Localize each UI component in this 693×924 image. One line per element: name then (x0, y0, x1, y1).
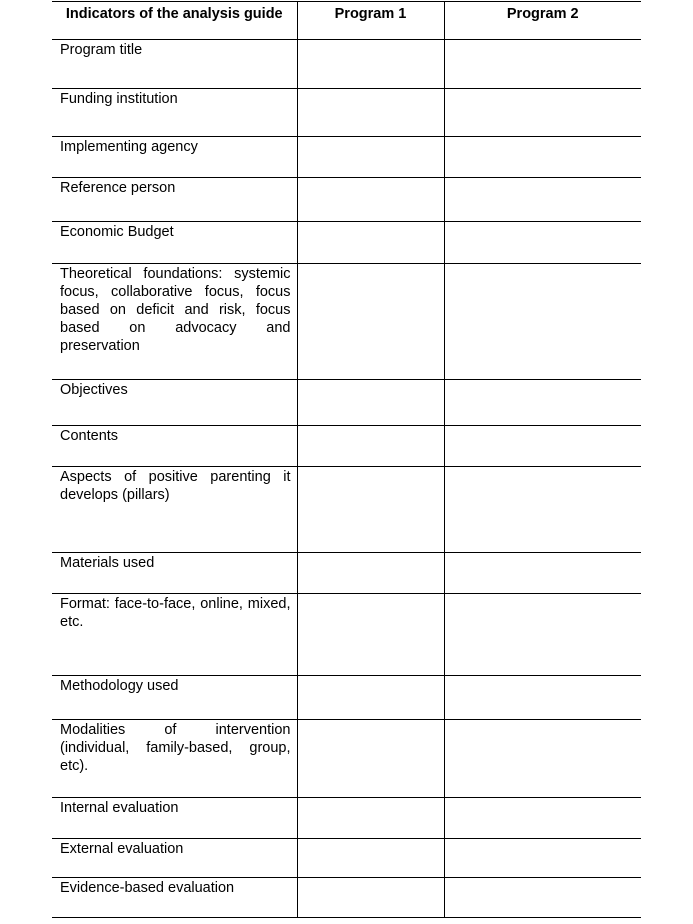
indicator-cell (52, 594, 297, 676)
header-row (52, 2, 641, 40)
program-1-cell (297, 222, 444, 264)
program-2-cell (444, 426, 641, 467)
table-row (52, 264, 641, 380)
indicator-cell (52, 40, 297, 89)
table-row (52, 553, 641, 594)
indicator-cell (52, 426, 297, 467)
header-indicators: Indicators of the analysis guide (52, 2, 297, 40)
indicator-label: Theoretical foundations: systemic focus, collaborative focus, focus based on deficit and risk, focus based on advocacy and preservation (60, 266, 291, 354)
program-2-cell (444, 380, 641, 426)
table-row (52, 89, 641, 137)
program-2-cell (444, 594, 641, 676)
indicator-cell (52, 553, 297, 594)
header-program-2: Program 2 (444, 2, 641, 40)
indicator-label: Format: face-to-face, online, mixed, etc. (60, 596, 291, 630)
indicator-cell (52, 264, 297, 380)
program-2-cell (444, 553, 641, 594)
indicator-label: Objectives (60, 382, 128, 398)
indicator-cell (52, 878, 297, 918)
program-2-cell (444, 878, 641, 918)
table-row (52, 40, 641, 89)
program-1-cell (297, 553, 444, 594)
table-row (52, 878, 641, 918)
program-2-cell (444, 137, 641, 178)
indicator-cell (52, 720, 297, 798)
table-row (52, 137, 641, 178)
indicator-label: Methodology used (60, 678, 179, 694)
indicator-label: Contents (60, 428, 119, 444)
indicator-cell (52, 222, 297, 264)
program-1-cell (297, 594, 444, 676)
table-row (52, 178, 641, 222)
indicator-label: Economic Budget (60, 224, 174, 240)
table-row (52, 426, 641, 467)
table-row (52, 720, 641, 798)
indicator-cell (52, 380, 297, 426)
program-1-cell (297, 467, 444, 553)
indicator-label: Funding institution (60, 91, 178, 107)
program-1-cell (297, 40, 444, 89)
program-2-cell (444, 89, 641, 137)
program-2-cell (444, 222, 641, 264)
indicator-cell (52, 178, 297, 222)
program-1-cell (297, 839, 444, 878)
table-row (52, 839, 641, 878)
program-1-cell (297, 676, 444, 720)
program-1-cell (297, 426, 444, 467)
table-row (52, 676, 641, 720)
program-2-cell (444, 798, 641, 839)
table-row (52, 467, 641, 553)
indicator-cell (52, 137, 297, 178)
indicator-cell (52, 839, 297, 878)
program-1-cell (297, 878, 444, 918)
program-1-cell (297, 380, 444, 426)
program-1-cell (297, 178, 444, 222)
indicator-label: Program title (60, 42, 143, 58)
indicator-label: Internal evaluation (60, 800, 179, 816)
indicator-label: Reference person (60, 180, 176, 196)
program-2-cell (444, 720, 641, 798)
indicator-label: Materials used (60, 555, 155, 571)
header-program-1: Program 1 (297, 2, 444, 40)
analysis-guide-table (52, 1, 641, 918)
program-1-cell (297, 264, 444, 380)
indicator-label: External evaluation (60, 841, 184, 857)
indicator-cell (52, 676, 297, 720)
program-2-cell (444, 178, 641, 222)
program-2-cell (444, 839, 641, 878)
indicator-cell (52, 798, 297, 839)
program-1-cell (297, 137, 444, 178)
indicator-cell (52, 467, 297, 553)
program-2-cell (444, 676, 641, 720)
table-row (52, 594, 641, 676)
indicator-label: Modalities of intervention (individual, family-based, group, etc). (60, 722, 291, 774)
indicator-label: Aspects of positive parenting it develops (pillars) (60, 469, 291, 503)
program-2-cell (444, 40, 641, 89)
table-row (52, 380, 641, 426)
program-2-cell (444, 264, 641, 380)
program-1-cell (297, 798, 444, 839)
indicator-label: Evidence-based evaluation (60, 880, 235, 896)
program-1-cell (297, 89, 444, 137)
program-1-cell (297, 720, 444, 798)
indicator-cell (52, 89, 297, 137)
table-row (52, 798, 641, 839)
indicator-label: Implementing agency (60, 139, 198, 155)
program-2-cell (444, 467, 641, 553)
table-row (52, 222, 641, 264)
